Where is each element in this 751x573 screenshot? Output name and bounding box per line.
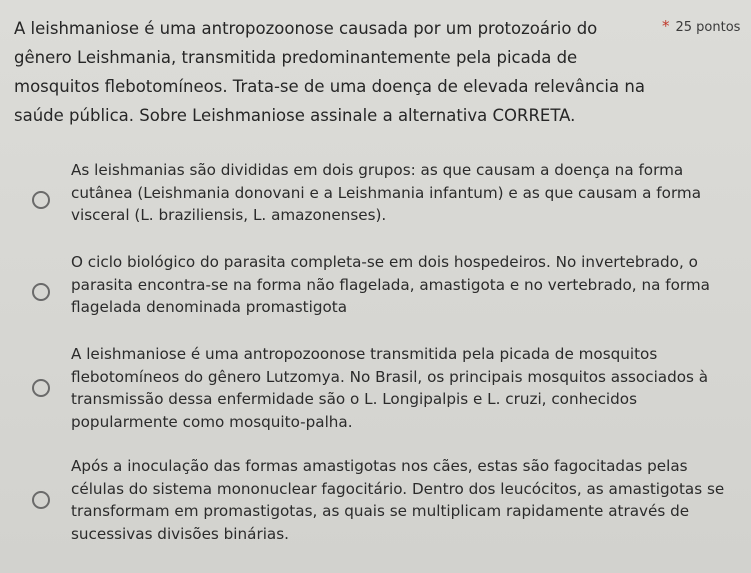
answer-option-3[interactable] xyxy=(0,334,751,444)
radio-button[interactable] xyxy=(32,283,50,301)
option-label: As leishmanias são divididas em dois grupos: as que causam a doença na forma cutânea (Leishmania donovani e a Leishmania infantum) e as que causam a forma visceral (L. braziliensis, L. amazonenses). xyxy=(71,161,702,224)
option-label: A leishmaniose é uma antropozoonose transmitida pela picada de mosquitos flebotomíneos do gênero Lutzomya. No Brasil, os principais mosquitos associados à transmissão dessa enfermidade são o L. Longipalpis e L. cruzi, conhecidos popularmente como mosquito-palha. xyxy=(71,345,709,431)
option-label: O ciclo biológico do parasita completa-se em dois hospedeiros. No invertebrado, o parasita encontra-se na forma não flagelada, amastigota e no vertebrado, na forma flagelada denominada promastigota xyxy=(71,253,710,316)
question-text: A leishmaniose é uma antropozoonose causada por um protozoário do gênero Leishmania, transmitida predominantemente pela picada de mosquitos flebotomíneos. Trata-se de uma doença de elevada relevância na saúde pública. Sobre Leishmaniose assinale a alternativa CORRETA. xyxy=(14,19,645,125)
radio-button[interactable] xyxy=(32,191,50,209)
required-marker: * xyxy=(662,17,670,35)
radio-button[interactable] xyxy=(32,491,50,509)
option-label: Após a inoculação das formas amastigotas nos cães, estas são fagocitadas pelas células do sistema mononuclear fagocitário. Dentro dos leucócitos, as amastigotas se transformam em promastigotas, as quais se multiplicam rapidamente através de sucessivas divisões binárias. xyxy=(71,457,725,543)
answer-option-4[interactable] xyxy=(0,446,751,556)
points-label xyxy=(662,17,740,35)
points-value: 25 pontos xyxy=(675,20,741,35)
radio-button[interactable] xyxy=(32,379,50,397)
